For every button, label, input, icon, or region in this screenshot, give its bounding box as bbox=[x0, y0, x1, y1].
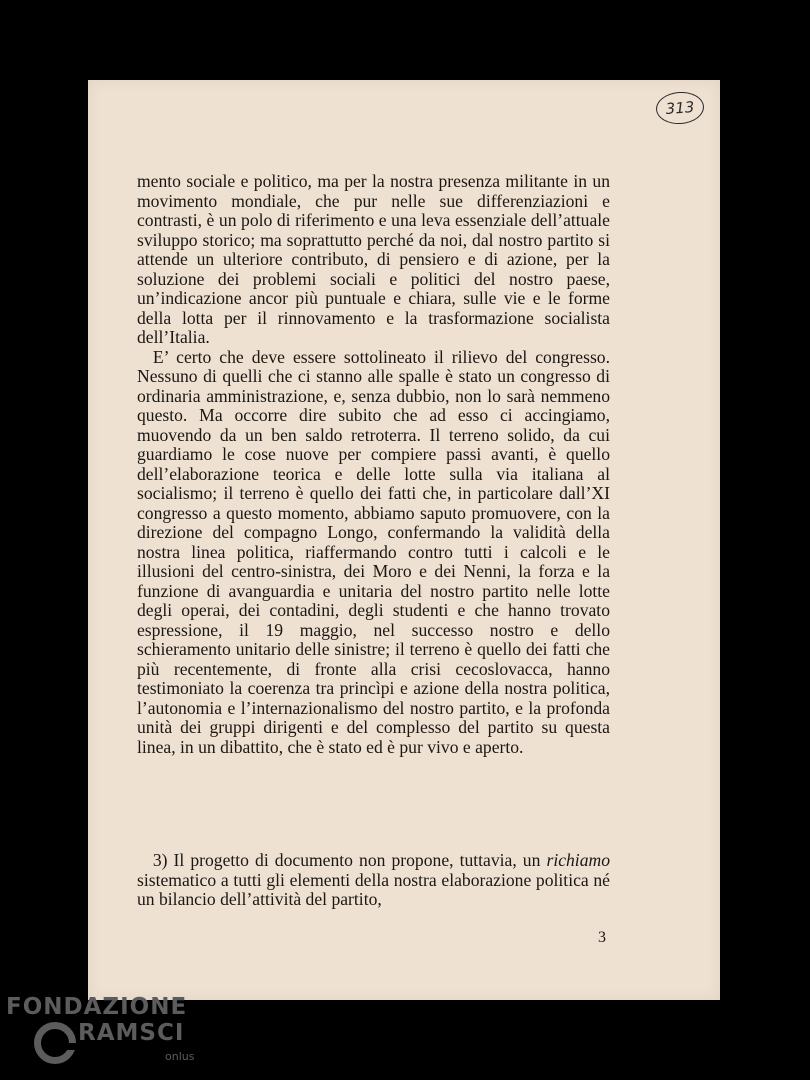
body-text bbox=[137, 172, 610, 757]
fondazione-gramsci-logo bbox=[0, 990, 210, 1070]
logo-g-mark-icon bbox=[34, 1022, 76, 1064]
section-3-emphasis: richiamo bbox=[546, 850, 610, 870]
paragraph-continuation: mento sociale e politico, ma per la nostra presenza militante in un movimento mondiale, che pur nelle sue differenziazioni e contrasti, è un polo di riferimento e una leva essenziale dell’attuale sviluppo storico; ma soprattutto perché da noi, dal nostro partito si attende un ulteriore contributo, di pensiero e di azione, per la soluzione dei problemi sociali e politici del nostro paese, un’indicazione ancor più puntuale e chiara, sulle vie e le forme della lotta per il rinnovamento e la trasformazione socialista dell’Italia. bbox=[137, 171, 610, 347]
section-3-lead: 3) Il progetto di documento non propone, tuttavia, un bbox=[152, 850, 547, 870]
logo-line-2: RAMSCI bbox=[78, 1020, 185, 1046]
logo-onlus: onlus bbox=[165, 1050, 195, 1063]
section-3-rest: sistematico a tutti gli elementi della nostra elaborazione politica né un bilancio dell’attività del partito, bbox=[137, 869, 610, 909]
paragraph-congress: E’ certo che deve essere sottolineato il rilievo del congresso. Nessuno di quelli che ci stanno alle spalle è stato un congresso di ordinaria amministrazione, e, senza dubbio, non lo sarà nemmeno questo. Ma occorre dire subito che ad esso ci accingiamo, muovendo da un ben saldo retroterra. Il terreno solido, da cui guardiamo le cose nuove per compiere passi avanti, è quello dell’elaborazione teorica e delle lotte sulla via italiana al socialismo; il terreno è quello dei fatti che, in particolare dall’XI congresso a questo momento, abbiamo saputo promuovere, con la direzione del compagno Longo, confermando la validità della nostra linea politica, riaffermando contro tutti i calcoli e le illusioni del centro-sinistra, dei Moro e dei Nenni, la forza e la funzione di avanguardia e unitaria del nostro partito nelle lotte degli operai, dei contadini, degli studenti e che hanno trovato espressione, il 19 maggio, nel successo nostro e dello schieramento unitario delle sinistre; il terreno è quello dei fatti che più recentemente, di fronte alla crisi cecoslovacca, hanno testimoniato la coerenza tra princìpi e azione della nostra politica, l’autonomia e l’internazionalismo del nostro partito, e la profonda unità dei gruppi dirigenti e del complesso del partito su questa linea, in un dibattito, che è stato ed è pur vivo e aperto. bbox=[137, 346, 610, 757]
logo-line-1: FONDAZIONE bbox=[6, 994, 188, 1020]
archive-stamp: 313 bbox=[655, 90, 705, 125]
section-3-paragraph bbox=[137, 851, 610, 910]
page-number: 3 bbox=[598, 929, 606, 946]
